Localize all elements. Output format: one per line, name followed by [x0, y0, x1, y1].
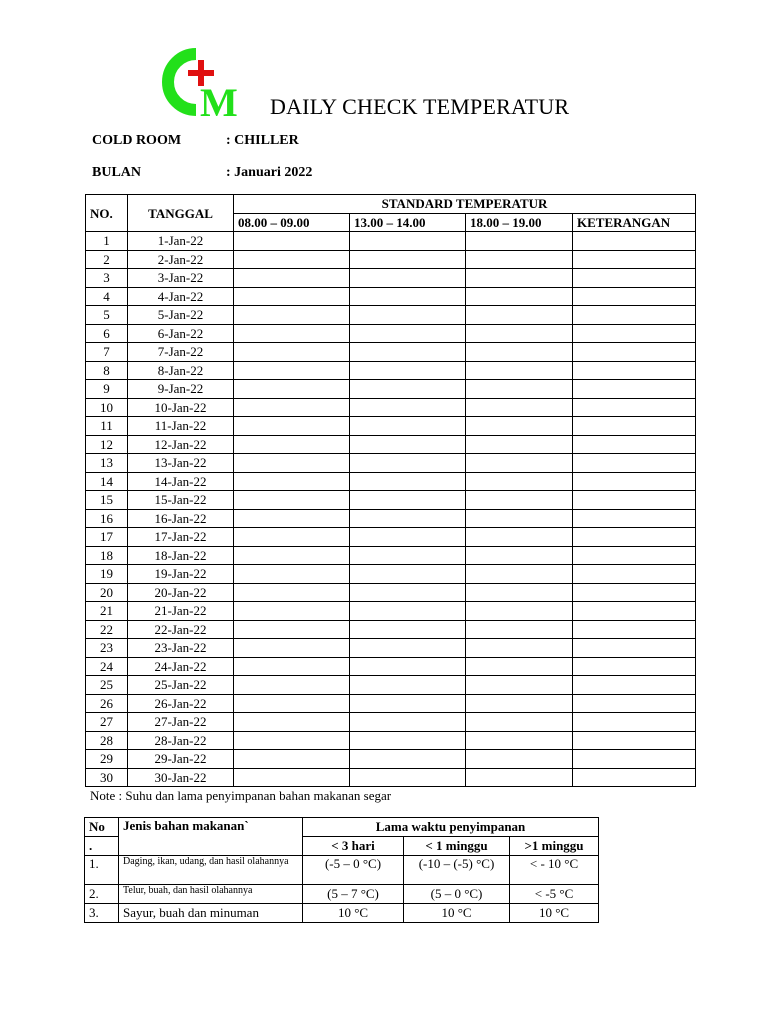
row-tanggal-cell: 28-Jan-22 [128, 731, 234, 750]
row-time2-cell[interactable] [350, 546, 466, 565]
row-time2-cell[interactable] [350, 435, 466, 454]
row-time1-cell[interactable] [234, 731, 350, 750]
log-row [86, 324, 696, 343]
row-time3-cell[interactable] [466, 398, 573, 417]
row-time1-cell[interactable] [234, 232, 350, 251]
row-time2-cell[interactable] [350, 750, 466, 769]
row-no-cell: 4 [86, 287, 128, 306]
row-keterangan-cell[interactable] [573, 528, 696, 547]
log-row [86, 602, 696, 621]
row-keterangan-cell[interactable] [573, 583, 696, 602]
row-keterangan-cell[interactable] [573, 361, 696, 380]
ref-row-v3: < -5 °C [510, 885, 599, 904]
ref-row-v2: (-10 – (-5) °C) [404, 856, 510, 885]
row-time3-cell[interactable] [466, 565, 573, 584]
row-keterangan-cell[interactable] [573, 546, 696, 565]
ref-row-v2: 10 °C [404, 904, 510, 923]
ref-row-jenis: Sayur, buah dan minuman [119, 904, 303, 923]
row-time2-cell[interactable] [350, 657, 466, 676]
ref-sub2-header: < 1 minggu [404, 837, 510, 856]
col-keterangan-header: KETERANGAN [573, 213, 696, 232]
row-time2-cell[interactable] [350, 602, 466, 621]
row-tanggal-cell: 27-Jan-22 [128, 713, 234, 732]
row-keterangan-cell[interactable] [573, 676, 696, 695]
row-keterangan-cell[interactable] [573, 509, 696, 528]
row-time2-cell[interactable] [350, 694, 466, 713]
row-no-cell: 27 [86, 713, 128, 732]
logo-m-letter: M [200, 80, 238, 120]
ref-row-v1: (5 – 7 °C) [303, 885, 404, 904]
row-time3-cell[interactable] [466, 731, 573, 750]
row-no-cell: 8 [86, 361, 128, 380]
row-tanggal-cell: 24-Jan-22 [128, 657, 234, 676]
col-tanggal-header: TANGGAL [128, 195, 234, 232]
row-time2-cell[interactable] [350, 417, 466, 436]
row-tanggal-cell: 1-Jan-22 [128, 232, 234, 251]
row-keterangan-cell[interactable] [573, 380, 696, 399]
row-time2-cell[interactable] [350, 269, 466, 288]
row-time1-cell[interactable] [234, 620, 350, 639]
log-row [86, 546, 696, 565]
row-time1-cell[interactable] [234, 250, 350, 269]
log-row [86, 713, 696, 732]
row-keterangan-cell[interactable] [573, 639, 696, 658]
row-time2-cell[interactable] [350, 731, 466, 750]
cold-room-label: COLD ROOM [92, 133, 182, 148]
row-keterangan-cell[interactable] [573, 565, 696, 584]
row-tanggal-cell: 17-Jan-22 [128, 528, 234, 547]
note-text: Note : Suhu dan lama penyimpanan bahan makanan segar [90, 788, 392, 803]
row-time3-cell[interactable] [466, 343, 573, 362]
row-keterangan-cell[interactable] [573, 694, 696, 713]
row-tanggal-cell: 9-Jan-22 [128, 380, 234, 399]
ref-lama-header: Lama waktu penyimpanan [303, 818, 599, 837]
row-time3-cell[interactable] [466, 287, 573, 306]
ref-no-dot: . [85, 837, 119, 856]
log-row [86, 380, 696, 399]
row-time2-cell[interactable] [350, 454, 466, 473]
row-time1-cell[interactable] [234, 306, 350, 325]
row-no-cell: 15 [86, 491, 128, 510]
row-time3-cell[interactable] [466, 454, 573, 473]
log-row [86, 676, 696, 695]
row-time1-cell[interactable] [234, 380, 350, 399]
logo-c-shape [168, 54, 196, 110]
row-time2-cell[interactable] [350, 491, 466, 510]
row-time2-cell[interactable] [350, 306, 466, 325]
row-keterangan-cell[interactable] [573, 398, 696, 417]
row-time2-cell[interactable] [350, 380, 466, 399]
row-tanggal-cell: 16-Jan-22 [128, 509, 234, 528]
row-time1-cell[interactable] [234, 713, 350, 732]
log-row [86, 306, 696, 325]
row-keterangan-cell[interactable] [573, 713, 696, 732]
row-tanggal-cell: 14-Jan-22 [128, 472, 234, 491]
row-keterangan-cell[interactable] [573, 232, 696, 251]
row-time1-cell[interactable] [234, 435, 350, 454]
row-no-cell: 22 [86, 620, 128, 639]
row-time3-cell[interactable] [466, 250, 573, 269]
row-tanggal-cell: 15-Jan-22 [128, 491, 234, 510]
log-row [86, 583, 696, 602]
row-tanggal-cell: 12-Jan-22 [128, 435, 234, 454]
log-row [86, 620, 696, 639]
row-time3-cell[interactable] [466, 676, 573, 695]
log-row [86, 565, 696, 584]
row-time3-cell[interactable] [466, 324, 573, 343]
row-time2-cell[interactable] [350, 398, 466, 417]
log-row [86, 750, 696, 769]
row-no-cell: 1 [86, 232, 128, 251]
row-time3-cell[interactable] [466, 417, 573, 436]
log-body [86, 232, 696, 787]
row-keterangan-cell[interactable] [573, 768, 696, 787]
log-row [86, 417, 696, 436]
row-time1-cell[interactable] [234, 565, 350, 584]
row-time1-cell[interactable] [234, 472, 350, 491]
row-time1-cell[interactable] [234, 343, 350, 362]
row-time2-cell[interactable] [350, 232, 466, 251]
log-row [86, 768, 696, 787]
row-time3-cell[interactable] [466, 472, 573, 491]
company-logo [160, 44, 264, 120]
row-no-cell: 20 [86, 583, 128, 602]
row-keterangan-cell[interactable] [573, 731, 696, 750]
row-tanggal-cell: 11-Jan-22 [128, 417, 234, 436]
log-row [86, 232, 696, 251]
col-time1-header: 08.00 – 09.00 [234, 213, 350, 232]
log-row [86, 361, 696, 380]
row-keterangan-cell[interactable] [573, 750, 696, 769]
row-no-cell: 14 [86, 472, 128, 491]
ref-jenis-header: Jenis bahan makanan` [119, 818, 303, 856]
row-time1-cell[interactable] [234, 676, 350, 695]
row-time3-cell[interactable] [466, 602, 573, 621]
row-keterangan-cell[interactable] [573, 417, 696, 436]
row-time3-cell[interactable] [466, 750, 573, 769]
row-time1-cell[interactable] [234, 639, 350, 658]
row-time1-cell[interactable] [234, 324, 350, 343]
temperature-log-table [85, 194, 696, 787]
row-tanggal-cell: 23-Jan-22 [128, 639, 234, 658]
row-time1-cell[interactable] [234, 509, 350, 528]
row-no-cell: 30 [86, 768, 128, 787]
row-keterangan-cell[interactable] [573, 250, 696, 269]
row-keterangan-cell[interactable] [573, 602, 696, 621]
row-keterangan-cell[interactable] [573, 343, 696, 362]
log-row [86, 528, 696, 547]
row-time1-cell[interactable] [234, 750, 350, 769]
row-keterangan-cell[interactable] [573, 306, 696, 325]
row-keterangan-cell[interactable] [573, 324, 696, 343]
row-time1-cell[interactable] [234, 546, 350, 565]
row-no-cell: 18 [86, 546, 128, 565]
row-no-cell: 12 [86, 435, 128, 454]
ref-row-no: 3. [85, 904, 119, 923]
log-row [86, 472, 696, 491]
storage-reference-table [84, 817, 599, 923]
row-no-cell: 29 [86, 750, 128, 769]
row-time2-cell[interactable] [350, 287, 466, 306]
row-time2-cell[interactable] [350, 361, 466, 380]
row-keterangan-cell[interactable] [573, 269, 696, 288]
row-no-cell: 10 [86, 398, 128, 417]
row-time2-cell[interactable] [350, 343, 466, 362]
ref-row-jenis: Telur, buah, dan hasil olahannya [119, 885, 303, 904]
row-time1-cell[interactable] [234, 491, 350, 510]
row-time3-cell[interactable] [466, 380, 573, 399]
row-no-cell: 17 [86, 528, 128, 547]
row-time3-cell[interactable] [466, 620, 573, 639]
row-keterangan-cell[interactable] [573, 435, 696, 454]
ref-row-v1: 10 °C [303, 904, 404, 923]
row-keterangan-cell[interactable] [573, 472, 696, 491]
log-row [86, 435, 696, 454]
ref-row-jenis: Daging, ikan, udang, dan hasil olahannya [119, 856, 303, 885]
log-row [86, 491, 696, 510]
row-no-cell: 21 [86, 602, 128, 621]
row-tanggal-cell: 13-Jan-22 [128, 454, 234, 473]
row-time2-cell[interactable] [350, 620, 466, 639]
ref-row-v1: (-5 – 0 °C) [303, 856, 404, 885]
row-no-cell: 7 [86, 343, 128, 362]
row-time1-cell[interactable] [234, 269, 350, 288]
row-time1-cell[interactable] [234, 657, 350, 676]
row-tanggal-cell: 29-Jan-22 [128, 750, 234, 769]
row-keterangan-cell[interactable] [573, 620, 696, 639]
col-time2-header: 13.00 – 14.00 [350, 213, 466, 232]
row-time2-cell[interactable] [350, 250, 466, 269]
log-row [86, 509, 696, 528]
row-time2-cell[interactable] [350, 768, 466, 787]
ref-row-v3: < - 10 °C [510, 856, 599, 885]
row-time3-cell[interactable] [466, 528, 573, 547]
row-time1-cell[interactable] [234, 361, 350, 380]
row-time3-cell[interactable] [466, 639, 573, 658]
ref-sub1-header: < 3 hari [303, 837, 404, 856]
row-time1-cell[interactable] [234, 417, 350, 436]
row-no-cell: 25 [86, 676, 128, 695]
row-time3-cell[interactable] [466, 713, 573, 732]
row-tanggal-cell: 20-Jan-22 [128, 583, 234, 602]
row-tanggal-cell: 18-Jan-22 [128, 546, 234, 565]
row-tanggal-cell: 8-Jan-22 [128, 361, 234, 380]
row-tanggal-cell: 3-Jan-22 [128, 269, 234, 288]
log-row [86, 694, 696, 713]
row-tanggal-cell: 2-Jan-22 [128, 250, 234, 269]
log-row [86, 343, 696, 362]
row-tanggal-cell: 10-Jan-22 [128, 398, 234, 417]
log-row [86, 398, 696, 417]
row-keterangan-cell[interactable] [573, 287, 696, 306]
row-no-cell: 3 [86, 269, 128, 288]
col-no-header: NO. [86, 195, 128, 232]
row-time3-cell[interactable] [466, 768, 573, 787]
row-no-cell: 9 [86, 380, 128, 399]
ref-row-v2: (5 – 0 °C) [404, 885, 510, 904]
row-no-cell: 26 [86, 694, 128, 713]
row-time1-cell[interactable] [234, 768, 350, 787]
row-tanggal-cell: 25-Jan-22 [128, 676, 234, 695]
row-tanggal-cell: 22-Jan-22 [128, 620, 234, 639]
cold-room-value: : CHILLER [226, 133, 299, 148]
row-tanggal-cell: 21-Jan-22 [128, 602, 234, 621]
ref-row-no: 1. [85, 856, 119, 885]
ref-sub3-header: >1 minggu [510, 837, 599, 856]
row-time1-cell[interactable] [234, 454, 350, 473]
row-time3-cell[interactable] [466, 306, 573, 325]
ref-row-v3: 10 °C [510, 904, 599, 923]
row-time2-cell[interactable] [350, 565, 466, 584]
row-no-cell: 23 [86, 639, 128, 658]
row-time1-cell[interactable] [234, 583, 350, 602]
bulan-label: BULAN [92, 165, 142, 180]
row-time1-cell[interactable] [234, 694, 350, 713]
log-row [86, 657, 696, 676]
col-time3-header: 18.00 – 19.00 [466, 213, 573, 232]
row-no-cell: 28 [86, 731, 128, 750]
row-time2-cell[interactable] [350, 324, 466, 343]
row-time2-cell[interactable] [350, 472, 466, 491]
row-tanggal-cell: 5-Jan-22 [128, 306, 234, 325]
log-row [86, 269, 696, 288]
row-time3-cell[interactable] [466, 694, 573, 713]
ref-no-header: No [85, 818, 119, 837]
row-no-cell: 2 [86, 250, 128, 269]
row-time3-cell[interactable] [466, 583, 573, 602]
log-row [86, 639, 696, 658]
standard-temperatur-header: STANDARD TEMPERATUR [234, 195, 696, 214]
row-no-cell: 11 [86, 417, 128, 436]
row-no-cell: 24 [86, 657, 128, 676]
log-row [86, 287, 696, 306]
row-time1-cell[interactable] [234, 528, 350, 547]
row-tanggal-cell: 19-Jan-22 [128, 565, 234, 584]
row-time3-cell[interactable] [466, 269, 573, 288]
row-time1-cell[interactable] [234, 398, 350, 417]
log-row [86, 250, 696, 269]
row-no-cell: 19 [86, 565, 128, 584]
row-time3-cell[interactable] [466, 435, 573, 454]
row-time2-cell[interactable] [350, 639, 466, 658]
row-time1-cell[interactable] [234, 602, 350, 621]
row-tanggal-cell: 4-Jan-22 [128, 287, 234, 306]
ref-row-no: 2. [85, 885, 119, 904]
row-keterangan-cell[interactable] [573, 454, 696, 473]
row-time3-cell[interactable] [466, 657, 573, 676]
page-title: DAILY CHECK TEMPERATUR [270, 94, 570, 119]
row-time2-cell[interactable] [350, 713, 466, 732]
bulan-value: : Januari 2022 [226, 165, 313, 180]
row-no-cell: 6 [86, 324, 128, 343]
log-row [86, 454, 696, 473]
row-time3-cell[interactable] [466, 232, 573, 251]
row-time2-cell[interactable] [350, 528, 466, 547]
row-tanggal-cell: 30-Jan-22 [128, 768, 234, 787]
row-time3-cell[interactable] [466, 509, 573, 528]
row-keterangan-cell[interactable] [573, 491, 696, 510]
row-tanggal-cell: 26-Jan-22 [128, 694, 234, 713]
row-no-cell: 16 [86, 509, 128, 528]
row-no-cell: 13 [86, 454, 128, 473]
row-tanggal-cell: 6-Jan-22 [128, 324, 234, 343]
row-keterangan-cell[interactable] [573, 657, 696, 676]
row-no-cell: 5 [86, 306, 128, 325]
row-time3-cell[interactable] [466, 491, 573, 510]
row-time1-cell[interactable] [234, 287, 350, 306]
row-tanggal-cell: 7-Jan-22 [128, 343, 234, 362]
row-time2-cell[interactable] [350, 676, 466, 695]
row-time2-cell[interactable] [350, 509, 466, 528]
row-time3-cell[interactable] [466, 361, 573, 380]
row-time3-cell[interactable] [466, 546, 573, 565]
row-time2-cell[interactable] [350, 583, 466, 602]
log-row [86, 731, 696, 750]
